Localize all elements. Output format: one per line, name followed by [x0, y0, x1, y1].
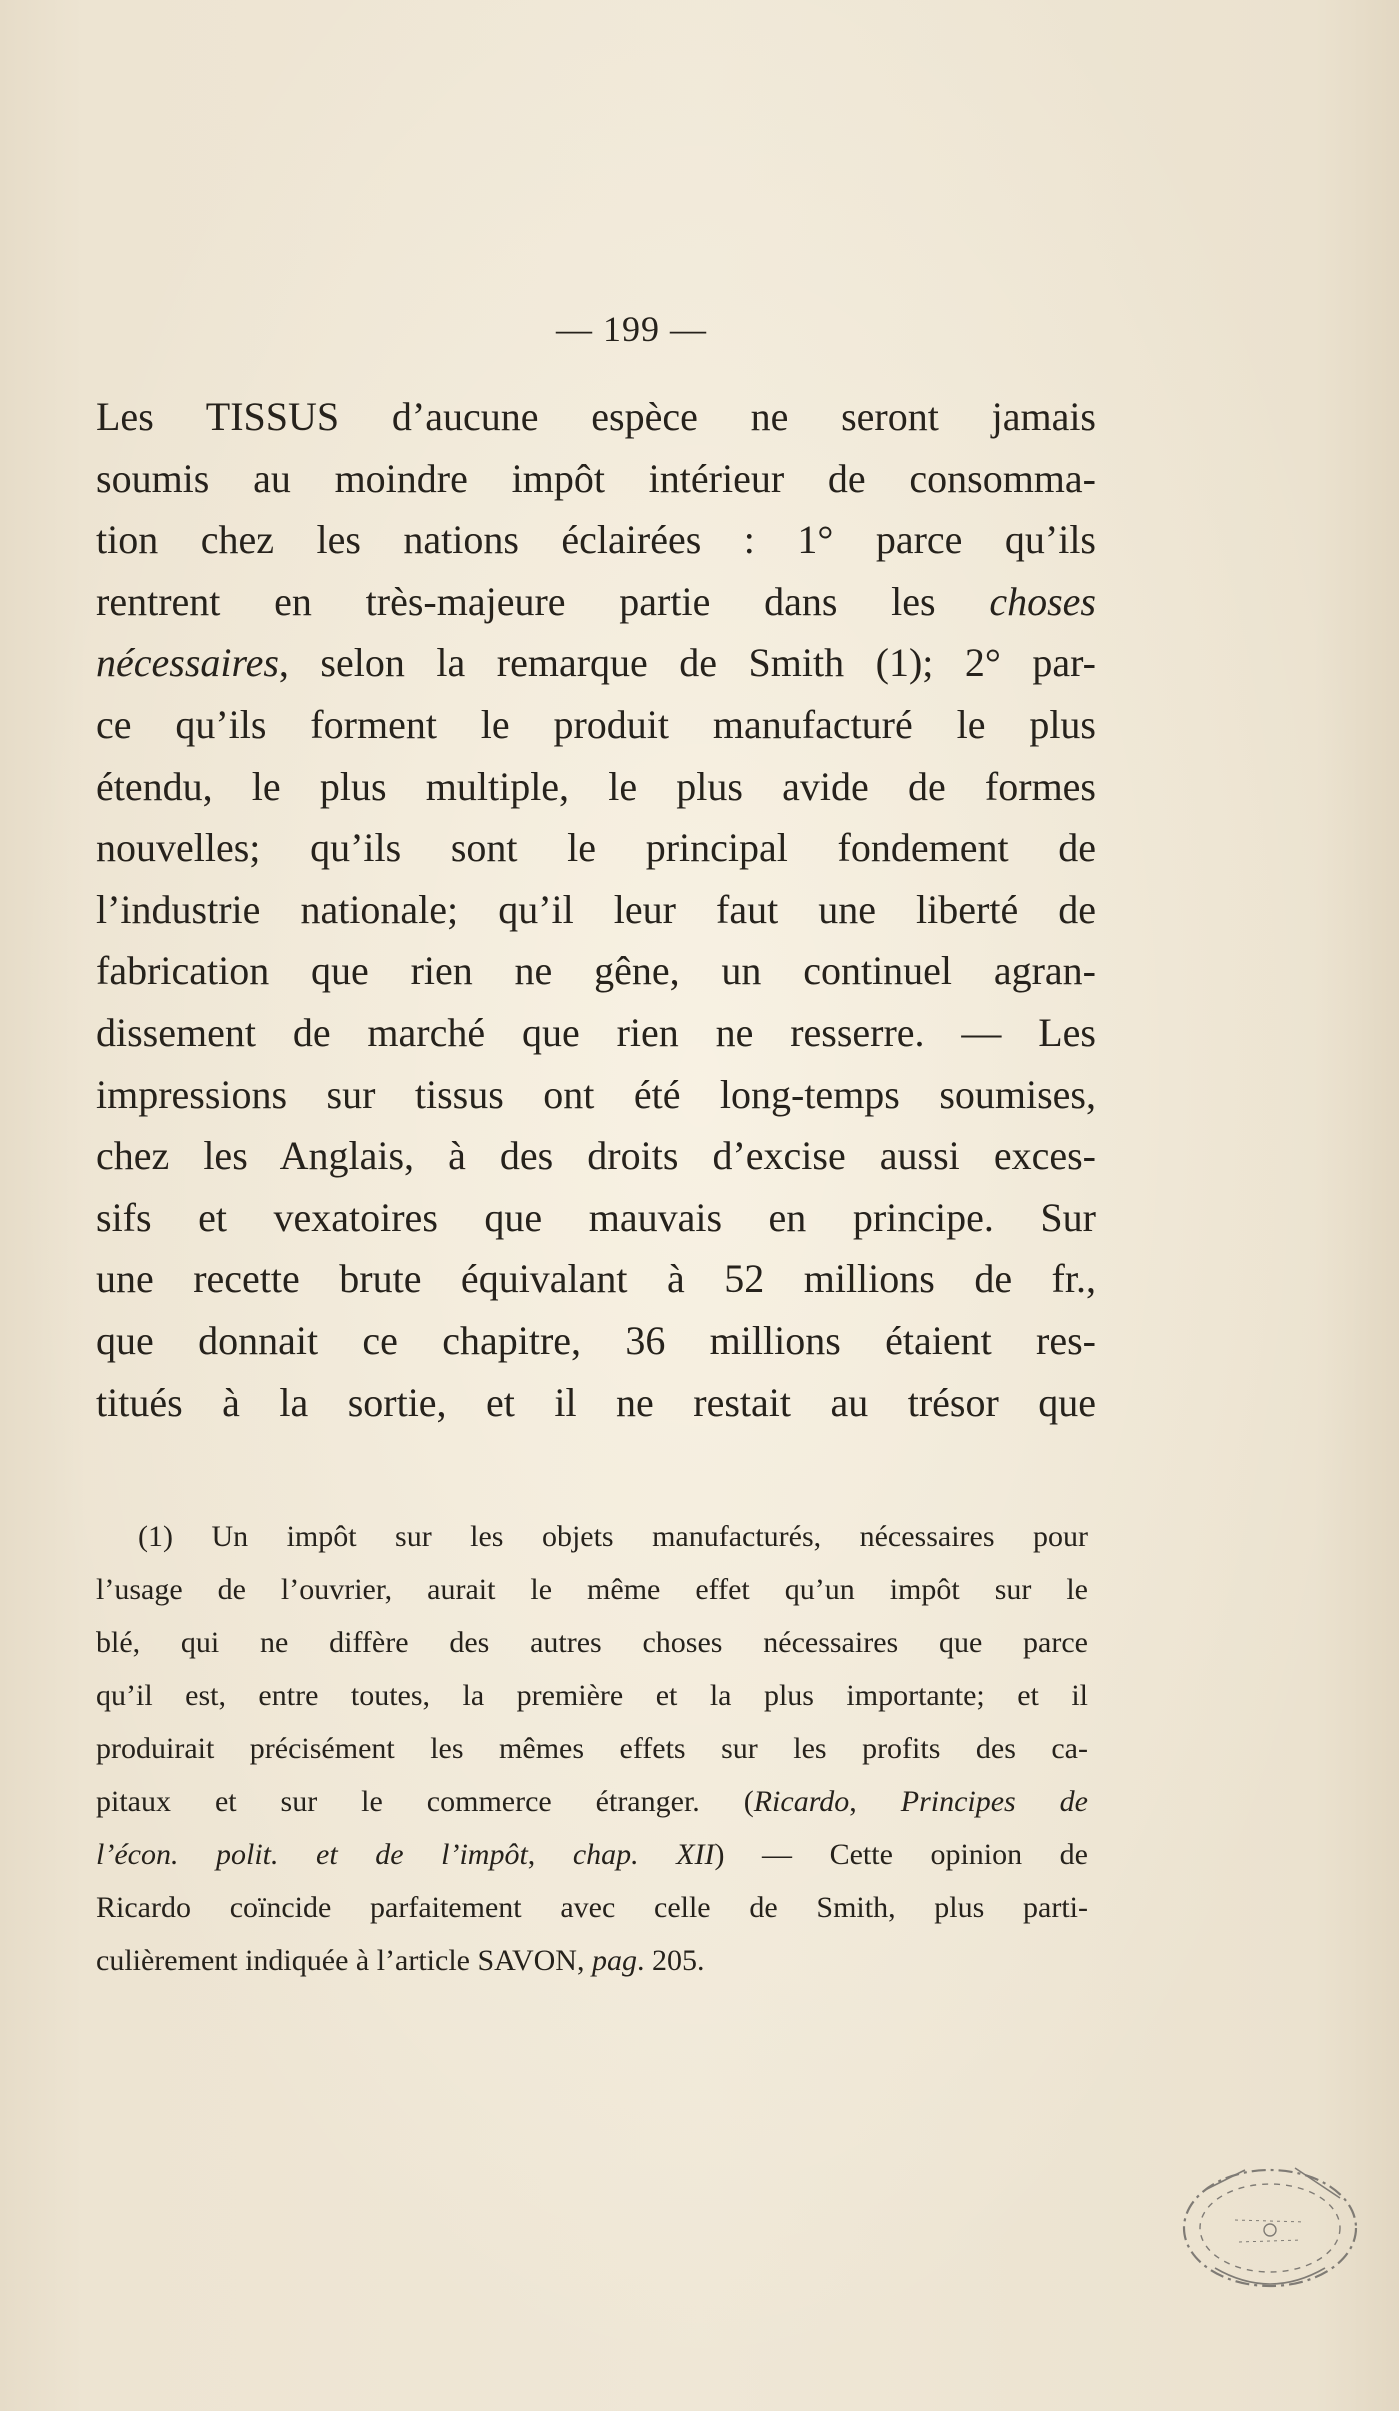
- text-line: [96, 940, 1096, 1002]
- page-number: — 199 —: [556, 309, 707, 349]
- text-run: (1) Un impôt sur les objets manufacturés, nécessaires pour: [138, 1520, 1088, 1553]
- text-run: fabrication que rien ne gêne, un continuel agran-: [96, 948, 1096, 994]
- italic-text: Principes de: [900, 1785, 1088, 1818]
- text-run: chez les Anglais, à des droits d’excise aussi exces-: [96, 1133, 1096, 1179]
- italic-text: nécessaires: [96, 640, 279, 686]
- text-line: [96, 509, 1096, 571]
- text-run: , selon la remarque de Smith (1); 2° par-: [278, 640, 1096, 686]
- text-run: pitaux et sur le commerce étranger. (: [96, 1785, 754, 1818]
- text-run: que donnait ce chapitre, 36 millions étaient res-: [96, 1317, 1096, 1363]
- text-run: soumis au moindre impôt intérieur de consomma-: [96, 455, 1096, 501]
- main-text: [96, 386, 1096, 1433]
- text-line: [96, 817, 1096, 879]
- text-line: [96, 1310, 1096, 1372]
- italic-text: pag: [591, 1944, 637, 1977]
- text-line: [96, 694, 1096, 756]
- footnote-line: [96, 1510, 1088, 1563]
- text-run: ,: [527, 1838, 573, 1871]
- text-run: produirait précisément les mêmes effets sur les profits des ca-: [96, 1732, 1088, 1765]
- text-run: Ricardo coïncide parfaitement avec celle de Smith, plus parti-: [96, 1891, 1088, 1924]
- text-line: [96, 571, 1096, 633]
- text-line: [96, 386, 1096, 448]
- text-run: nouvelles; qu’ils sont le principal fondement de: [96, 825, 1096, 871]
- text-run: culièrement indiquée à l’article SAVON,: [96, 1944, 592, 1977]
- text-line: [96, 448, 1096, 510]
- italic-text: l’écon. polit. et de l’impôt: [96, 1838, 528, 1871]
- text-line: [96, 1187, 1096, 1249]
- text-line: [96, 879, 1096, 941]
- italic-text: choses: [989, 578, 1096, 624]
- text-run: une recette brute équivalant à 52 millions de fr.,: [96, 1256, 1096, 1302]
- text-line: [96, 756, 1096, 818]
- text-run: dissement de marché que rien ne resserre. — Les: [96, 1009, 1096, 1055]
- italic-text: Ricardo: [753, 1785, 850, 1818]
- text-run: Les TISSUS d’aucune espèce ne seront jamais: [96, 394, 1096, 439]
- footnote-line: [96, 1775, 1088, 1828]
- text-run: l’usage de l’ouvrier, aurait le même effet qu’un impôt sur le: [96, 1573, 1088, 1606]
- text-line: [96, 632, 1096, 694]
- text-run: étendu, le plus multiple, le plus avide de formes: [96, 763, 1096, 809]
- library-stamp: [1175, 2150, 1365, 2300]
- text-line: [96, 1002, 1096, 1064]
- footnote: [96, 1510, 1088, 1987]
- footnote-line: [96, 1828, 1088, 1881]
- text-run: titués à la sortie, et il ne restait au trésor que: [96, 1379, 1096, 1425]
- footnote-line: [96, 1616, 1088, 1669]
- text-run: impressions sur tissus ont été long-temps soumises,: [96, 1071, 1096, 1117]
- footnote-line: [96, 1669, 1088, 1722]
- text-run: ) — Cette opinion de: [714, 1838, 1088, 1871]
- text-run: ce qu’ils forment le produit manufacturé le plus: [96, 701, 1096, 747]
- footnote-line: [96, 1563, 1088, 1616]
- text-run: rentrent en très-majeure partie dans les: [96, 578, 990, 624]
- text-run: qu’il est, entre toutes, la première et la plus importante; et il: [96, 1679, 1088, 1712]
- footnote-line: [96, 1722, 1088, 1775]
- footnote-line: [96, 1881, 1088, 1934]
- text-line: [96, 1125, 1096, 1187]
- text-run: ,: [849, 1785, 901, 1818]
- footnote-line: [96, 1934, 1088, 1987]
- text-run: blé, qui ne diffère des autres choses nécessaires que parce: [96, 1626, 1088, 1659]
- text-run: tion chez les nations éclairées : 1° parce qu’ils: [96, 517, 1096, 563]
- text-run: sifs et vexatoires que mauvais en principe. Sur: [96, 1194, 1096, 1240]
- text-line: [96, 1064, 1096, 1126]
- text-run: . 205.: [636, 1944, 705, 1977]
- text-line: [96, 1372, 1096, 1434]
- text-run: l’industrie nationale; qu’il leur faut une liberté de: [96, 886, 1096, 932]
- italic-text: chap. XII: [572, 1838, 715, 1871]
- text-line: [96, 1248, 1096, 1310]
